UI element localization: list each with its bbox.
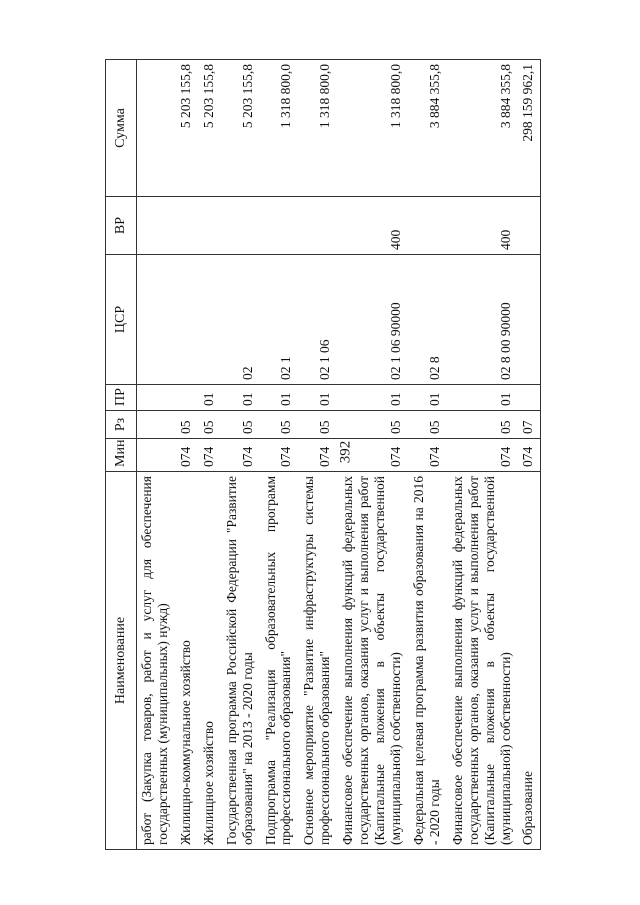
row-pr bbox=[175, 385, 198, 411]
row-amount bbox=[137, 60, 175, 197]
row-vr: 400 bbox=[447, 197, 518, 255]
row-name: работ (Закупка товаров, работ и услуг для обеспечения государственных (муниципальных) нужд) bbox=[137, 472, 175, 850]
row-min: 074 bbox=[337, 439, 408, 472]
header-min: Мин bbox=[106, 439, 137, 472]
row-pr: 01 bbox=[260, 385, 299, 411]
row-amount: 3 884 355,8 bbox=[408, 60, 447, 197]
row-csr: 02 1 bbox=[260, 255, 299, 385]
row-name: Образование bbox=[517, 472, 540, 850]
row-name: Финансовое обеспечение выполнения функций федеральных государственных органов, оказания услуг и выполнения работ (Капитальные вложения в объекты государственной (муниципальной) собственности) bbox=[447, 472, 518, 850]
row-rz: 05 bbox=[337, 411, 408, 439]
row-pr: 01 bbox=[408, 385, 447, 411]
row-amount: 5 203 155,8 bbox=[221, 60, 260, 197]
row-csr: 02 8 00 90000 bbox=[447, 255, 518, 385]
row-amount: 1 318 800,0 bbox=[298, 60, 337, 197]
header-rz: Рз bbox=[106, 411, 137, 439]
row-amount: 1 318 800,0 bbox=[337, 60, 408, 197]
row-name: Федеральная целевая программа развития образования на 2016 - 2020 годы bbox=[408, 472, 447, 850]
row-rz: 05 bbox=[447, 411, 518, 439]
table-row bbox=[137, 60, 175, 850]
header-name: Наименование bbox=[106, 472, 137, 850]
budget-table bbox=[105, 59, 541, 850]
row-min: 074 bbox=[298, 439, 337, 472]
row-vr bbox=[137, 197, 175, 255]
row-min bbox=[137, 439, 175, 472]
table-row bbox=[517, 60, 540, 850]
row-rz: 05 bbox=[298, 411, 337, 439]
row-vr bbox=[517, 197, 540, 255]
table-row bbox=[175, 60, 198, 850]
row-csr: 02 bbox=[221, 255, 260, 385]
row-name: Основное мероприятие "Развитие инфраструктуры системы профессионального образования" bbox=[298, 472, 337, 850]
header-pr: ПР bbox=[106, 385, 137, 411]
row-vr bbox=[408, 197, 447, 255]
row-pr: 01 bbox=[447, 385, 518, 411]
row-rz: 05 bbox=[175, 411, 198, 439]
table-row bbox=[337, 60, 408, 850]
row-min: 074 bbox=[260, 439, 299, 472]
table-row bbox=[447, 60, 518, 850]
row-pr: 01 bbox=[337, 385, 408, 411]
row-pr: 01 bbox=[298, 385, 337, 411]
row-min: 074 bbox=[221, 439, 260, 472]
row-vr bbox=[221, 197, 260, 255]
row-pr: 01 bbox=[198, 385, 221, 411]
row-name: Жилищное хозяйство bbox=[198, 472, 221, 850]
row-name: Жилищно-коммунальное хозяйство bbox=[175, 472, 198, 850]
row-vr bbox=[198, 197, 221, 255]
row-pr bbox=[137, 385, 175, 411]
row-rz: 05 bbox=[260, 411, 299, 439]
row-csr: 02 1 06 bbox=[298, 255, 337, 385]
header-csr: ЦСР bbox=[106, 255, 137, 385]
row-name: Финансовое обеспечение выполнения функций федеральных государственных органов, оказания услуг и выполнения работ (Капитальные вложения в объекты государственной (муниципальной) собственности) bbox=[337, 472, 408, 850]
row-pr bbox=[517, 385, 540, 411]
row-amount: 5 203 155,8 bbox=[175, 60, 198, 197]
row-vr bbox=[260, 197, 299, 255]
table-row bbox=[221, 60, 260, 850]
row-pr: 01 bbox=[221, 385, 260, 411]
table-row bbox=[408, 60, 447, 850]
row-min: 074 bbox=[175, 439, 198, 472]
rotated-table-container bbox=[105, 40, 625, 850]
row-rz: 07 bbox=[517, 411, 540, 439]
header-vr: ВР bbox=[106, 197, 137, 255]
row-amount: 1 318 800,0 bbox=[260, 60, 299, 197]
header-amount: Сумма bbox=[106, 60, 137, 197]
row-csr bbox=[137, 255, 175, 385]
row-csr: 02 1 06 90000 bbox=[337, 255, 408, 385]
row-vr bbox=[298, 197, 337, 255]
row-rz: 05 bbox=[221, 411, 260, 439]
row-csr bbox=[517, 255, 540, 385]
row-min: 074 bbox=[447, 439, 518, 472]
row-csr: 02 8 bbox=[408, 255, 447, 385]
table-row bbox=[260, 60, 299, 850]
table-header-row bbox=[106, 60, 137, 850]
row-csr bbox=[175, 255, 198, 385]
table-row bbox=[198, 60, 221, 850]
row-vr bbox=[175, 197, 198, 255]
row-amount: 298 159 962,1 bbox=[517, 60, 540, 197]
row-min: 074 bbox=[408, 439, 447, 472]
table-row bbox=[298, 60, 337, 850]
row-rz: 05 bbox=[198, 411, 221, 439]
row-rz bbox=[137, 411, 175, 439]
row-min: 074 bbox=[198, 439, 221, 472]
row-min: 074 bbox=[517, 439, 540, 472]
row-vr: 400 bbox=[337, 197, 408, 255]
row-csr bbox=[198, 255, 221, 385]
page-number: 392 bbox=[337, 440, 354, 464]
row-amount: 3 884 355,8 bbox=[447, 60, 518, 197]
row-name: Подпрограмма "Реализация образовательных программ профессионального образования" bbox=[260, 472, 299, 850]
row-rz: 05 bbox=[408, 411, 447, 439]
row-name: Государственная программа Российской Федерации "Развитие образования" на 2013 - 2020 годы bbox=[221, 472, 260, 850]
row-amount: 5 203 155,8 bbox=[198, 60, 221, 197]
